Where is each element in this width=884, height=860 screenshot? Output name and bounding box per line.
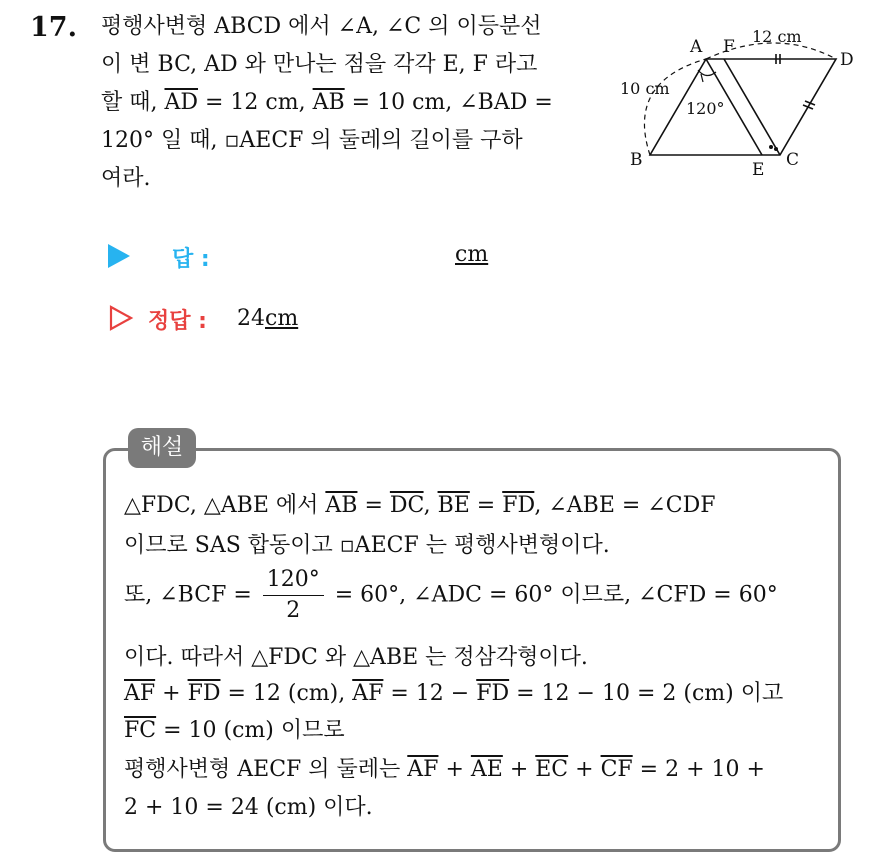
question-line-5: 여라. [101,166,151,191]
length-ab: 10 cm [620,79,670,98]
question-line-4: 120° 일 때, ▫AECF 의 둘레의 길이를 구하 [101,128,523,153]
parallelogram-figure [616,22,866,187]
label-f: F [723,37,735,57]
segment-ad: $\overline{AD}$ [164,90,199,115]
question-line-3: 할 때, $\overline{AD} = 12$ cm, $\overline{AB} = 10$ cm, ∠BAD = [101,90,553,115]
answer-unit: cm [455,242,489,267]
solution-line-2: 이므로 SAS 합동이고 ▫AECF 는 평행사변형이다. [124,533,610,558]
solution-tab: 해설 [128,428,196,468]
label-a: A [690,37,703,57]
answer-label: 답 : [172,247,210,272]
length-ad: 12 cm [752,27,802,46]
angle-label: 120° [686,99,725,118]
question-number: 17. [30,12,77,43]
correct-answer-row [108,304,528,334]
outline-play-icon [108,304,134,332]
answer-row [108,242,528,272]
solution-line-7: 평행사변형 AECF 의 둘레는 $\overline{AF} + \overline{AE} + \overline{EC} + \overline{CF} = 2 + 10$ + [124,757,765,782]
question-line-2: 이 변 BC, AD 와 만나는 점을 각각 E, F 라고 [101,52,538,77]
label-d: D [840,50,854,70]
play-icon [108,244,130,268]
solution-line-1: △FDC, △ABE 에서 $\overline{AB} = \overline{DC}$, $\overline{BE} = \overline{FD}$, ∠ABE = ∠CDF [124,493,716,518]
label-b: B [630,150,643,170]
label-c: C [786,150,800,170]
question-line-1: 평행사변형 ABCD 에서 ∠A, ∠C 의 이등분선 [101,14,542,39]
label-e: E [752,160,765,180]
solution-line-5: $\overline{AF} + \overline{FD} = 12$ (cm), $\overline{AF} = 12 - \overline{FD} = 12 - 10 = 2$ (cm) 이고 [124,681,784,706]
segment-ab: $\overline{AB}$ [312,90,345,115]
fraction: $\frac{120^\circ}{2}$ [263,565,324,626]
solution-line-6: $\overline{FC} = 10$ (cm) 이므로 [124,718,345,743]
solution-line-4: 이다. 따라서 △FDC 와 △ABE 는 정삼각형이다. [124,645,588,670]
correct-answer-label: 정답 : [148,309,207,334]
correct-answer-value: 24cm [237,306,299,331]
solution-line-8: 2 + 10 = 24 (cm) 이다. [124,795,373,820]
question-text [101,8,601,198]
solution-line-3: 또, ∠BCF = $\frac{120^\circ}{2}$ = 60°, ∠ADC = 60° 이므로, ∠CFD = 60° [124,565,778,626]
